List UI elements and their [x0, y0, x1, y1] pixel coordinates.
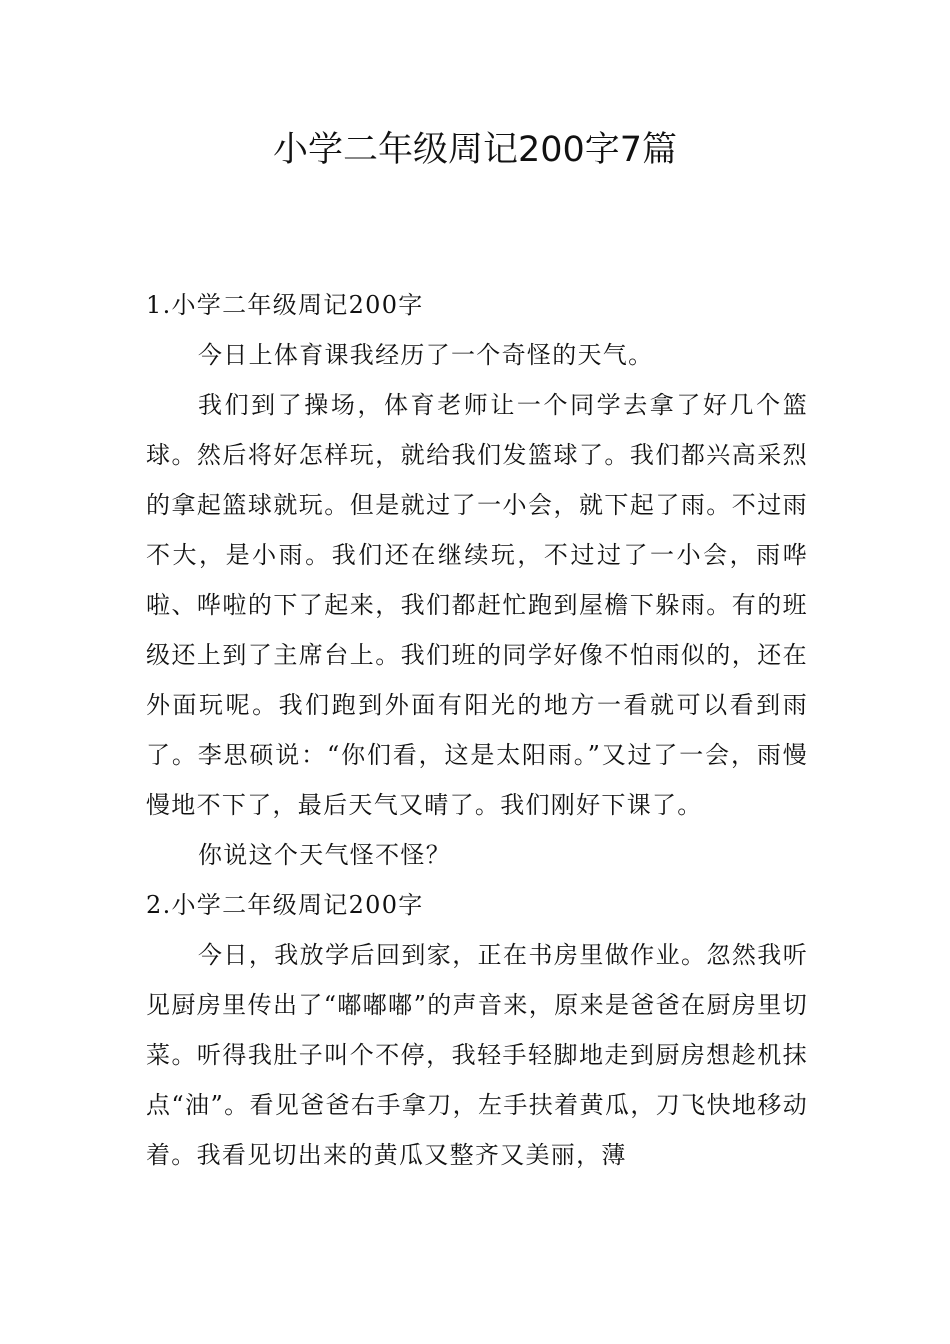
document-body [146, 280, 808, 1180]
section-heading-2: 2.小学二年级周记200字 [146, 891, 424, 919]
paragraph: 今日，我放学后回到家，正在书房里做作业。忽然我听见厨房里传出了“嘟嘟嘟”的声音来，原来是爸爸在厨房里切菜。听得我肚子叫个不停，我轻手轻脚地走到厨房想趁机抹点“油”。看见爸爸右手拿刀，左手扶着黄瓜，刀飞快地移动着。我看见切出来的黄瓜又整齐又美丽，薄 [146, 941, 808, 1169]
paragraph: 今日上体育课我经历了一个奇怪的天气。 [198, 341, 654, 369]
paragraph: 你说这个天气怪不怪？ [198, 841, 451, 869]
section-heading-1: 1.小学二年级周记200字 [146, 291, 424, 319]
document-title: 小学二年级周记200字7篇 [272, 130, 678, 170]
paragraph: 我们到了操场，体育老师让一个同学去拿了好几个篮球。然后将好怎样玩，就给我们发篮球了。我们都兴高采烈的拿起篮球就玩。但是就过了一小会，就下起了雨。不过雨不大，是小雨。我们还在继续玩，不过过了一小会，雨哗啦、哗啦的下了起来，我们都赶忙跑到屋檐下躲雨。有的班级还上到了主席台上。我们班的同学好像不怕雨似的，还在外面玩呢。我们跑到外面有阳光的地方一看就可以看到雨了。李思硕说：“你们看，这是太阳雨。”又过了一会，雨慢慢地不下了，最后天气又晴了。我们刚好下课了。 [146, 391, 808, 819]
